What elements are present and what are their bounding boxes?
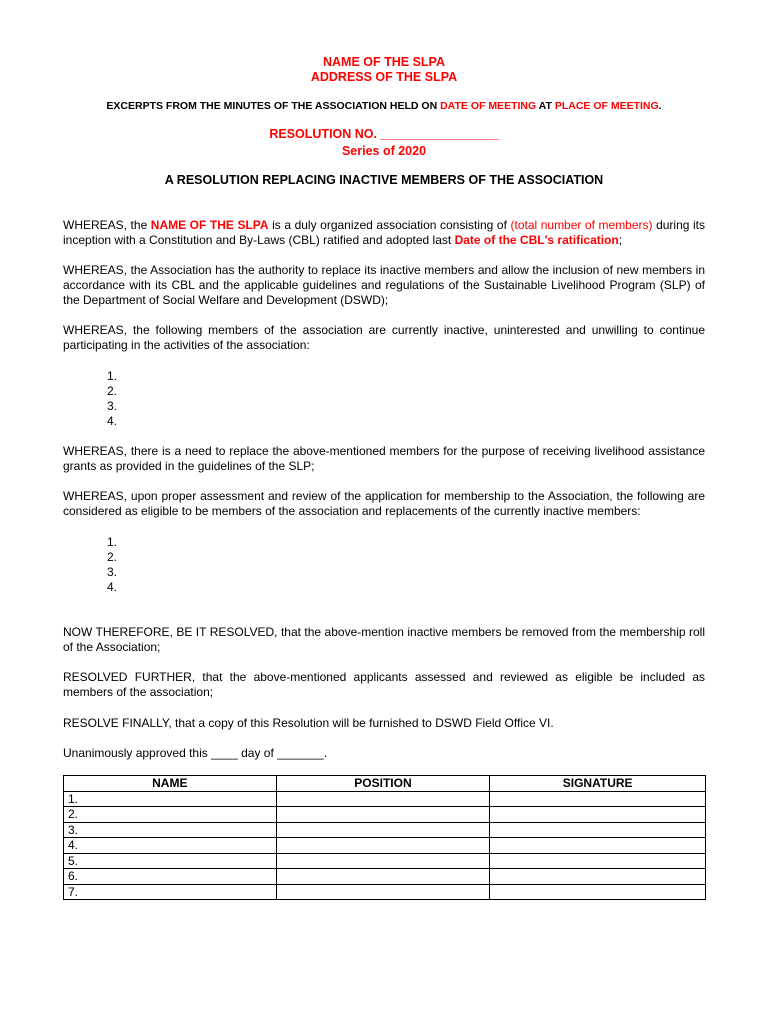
list-item: 1. <box>107 369 118 383</box>
position-cell[interactable] <box>276 807 490 823</box>
p1-text-d: ; <box>618 233 623 247</box>
list-item: 3. <box>107 565 118 579</box>
signature-cell[interactable] <box>490 884 706 900</box>
signature-cell[interactable] <box>490 791 706 807</box>
signature-cell[interactable] <box>490 853 706 869</box>
whereas-paragraph-5: WHEREAS, upon proper assessment and review of the application for membership to the Association, the following are considered as eligible to be members of the association and replacements of the currently inactive members: <box>63 489 705 518</box>
position-cell[interactable] <box>276 869 490 885</box>
table-row <box>64 807 706 823</box>
table-row <box>64 853 706 869</box>
signatories-table <box>63 775 706 900</box>
table-row <box>64 838 706 854</box>
name-cell[interactable]: 5. <box>64 853 277 869</box>
table-row <box>64 869 706 885</box>
position-cell[interactable] <box>276 791 490 807</box>
list-item: 4. <box>107 580 118 594</box>
resolved-paragraph: NOW THEREFORE, BE IT RESOLVED, that the above-mention inactive members be removed from the membership roll of the Association; <box>63 625 705 654</box>
table-row <box>64 791 706 807</box>
p1-text-b: is a duly organized association consisting of <box>268 218 511 232</box>
resolution-number: RESOLUTION NO. _________________ <box>269 127 499 141</box>
name-column-header: NAME <box>64 776 277 792</box>
slpa-name: NAME OF THE SLPA <box>323 55 445 69</box>
position-cell[interactable] <box>276 853 490 869</box>
excerpt-prefix: EXCERPTS FROM THE MINUTES OF THE ASSOCIATION HELD ON <box>106 100 441 112</box>
p1-text-c: during its inception with a Constitution and By-Laws (CBL) ratified and adopted last <box>63 218 705 247</box>
slpa-address: ADDRESS OF THE SLPA <box>310 70 458 84</box>
signature-cell[interactable] <box>490 869 706 885</box>
list-item: 2. <box>107 550 118 564</box>
approval-line: Unanimously approved this ____ day of _______. <box>63 746 328 760</box>
excerpt-end: . <box>658 100 662 112</box>
name-cell[interactable]: 2. <box>64 807 277 823</box>
whereas-paragraph-2: WHEREAS, the Association has the authority to replace its inactive members and allow the inclusion of new members in accordance with its CBL and the applicable guidelines and regulations of the Sustainable Livelihood Program (SLP) of the Department of Social Welfare and Development (DSWD); <box>63 263 705 307</box>
p1-slpa-name: NAME OF THE SLPA <box>150 218 269 232</box>
meeting-date: DATE OF MEETING <box>440 100 537 112</box>
table-row <box>64 822 706 838</box>
name-cell[interactable]: 3. <box>64 822 277 838</box>
list-item: 3. <box>107 399 118 413</box>
resolution-series: Series of 2020 <box>341 144 427 158</box>
p1-text-a: WHEREAS, the <box>63 218 151 232</box>
whereas-paragraph-4: WHEREAS, there is a need to replace the above-mentioned members for the purpose of receiving livelihood assistance grants as provided in the guidelines of the SLP; <box>63 444 705 473</box>
position-column-header: POSITION <box>276 776 490 792</box>
name-cell[interactable]: 4. <box>64 838 277 854</box>
name-cell[interactable]: 6. <box>64 869 277 885</box>
name-cell[interactable]: 7. <box>64 884 277 900</box>
table-row <box>64 884 706 900</box>
resolve-finally-paragraph: RESOLVE FINALLY, that a copy of this Resolution will be furnished to DSWD Field Office VI. <box>63 716 554 730</box>
excerpt-line <box>0 100 768 112</box>
signature-column-header: SIGNATURE <box>490 776 706 792</box>
whereas-paragraph-3: WHEREAS, the following members of the association are currently inactive, uninterested and unwilling to continue participating in the activities of the association: <box>63 323 705 352</box>
list-item: 4. <box>107 414 118 428</box>
p1-cbl-date: Date of the CBL's ratification <box>454 233 619 247</box>
signature-cell[interactable] <box>490 838 706 854</box>
resolution-title: A RESOLUTION REPLACING INACTIVE MEMBERS OF THE ASSOCIATION <box>164 173 604 187</box>
eligible-members-list <box>107 535 117 595</box>
inactive-members-list <box>107 369 117 429</box>
signature-cell[interactable] <box>490 822 706 838</box>
signature-cell[interactable] <box>490 807 706 823</box>
whereas-paragraph-1 <box>63 218 705 248</box>
position-cell[interactable] <box>276 838 490 854</box>
list-item: 1. <box>107 535 118 549</box>
excerpt-mid: AT <box>536 100 555 112</box>
position-cell[interactable] <box>276 884 490 900</box>
name-cell[interactable]: 1. <box>64 791 277 807</box>
list-item: 2. <box>107 384 118 398</box>
p1-total-members: (total number of members) <box>510 218 653 232</box>
table-header-row <box>64 776 706 792</box>
meeting-place: PLACE OF MEETING <box>554 100 659 112</box>
position-cell[interactable] <box>276 822 490 838</box>
resolved-further-paragraph: RESOLVED FURTHER, that the above-mentioned applicants assessed and reviewed as eligible be included as members of the association; <box>63 670 705 699</box>
